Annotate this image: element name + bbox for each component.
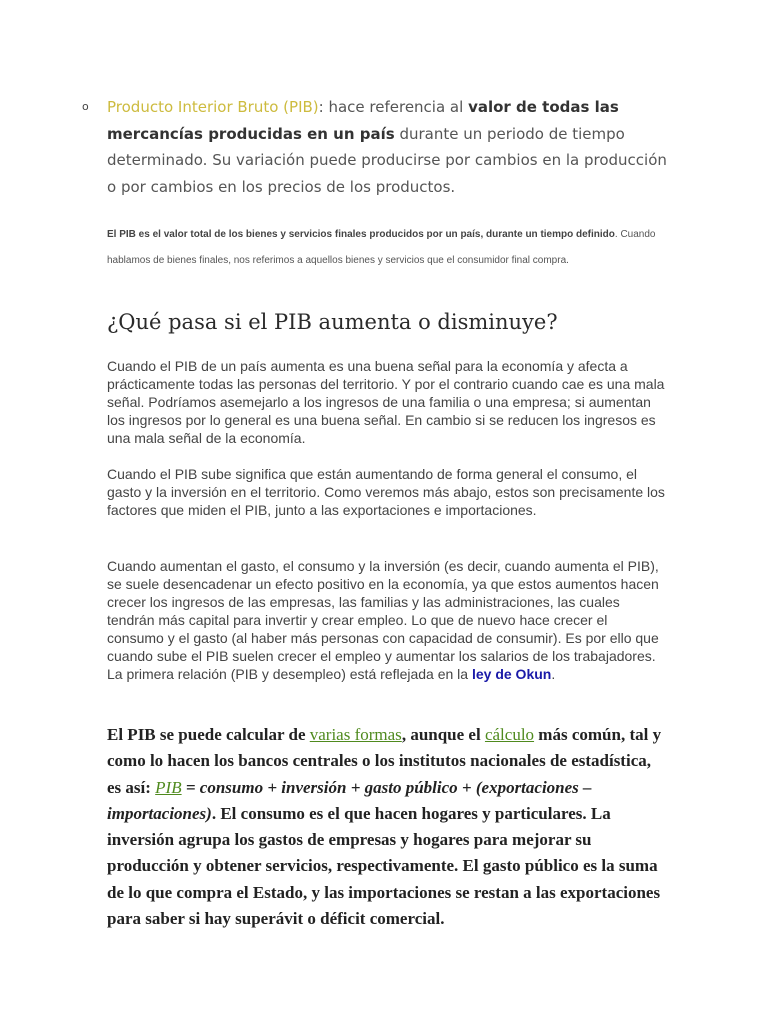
okun-law-link[interactable]: ley de Okun [471, 666, 552, 682]
paragraph-1: Cuando el PIB de un país aumenta es una buena señal para la economía y afecta a prácticamente todas las personas del territorio. Y por el contrario cuando cae es una mala señal. Podríamos asemejarlo a los ingresos de una familia o una empresa; si aumentan los ingresos por lo general es una buena señal. En cambio si se reducen los ingresos es una mala señal de la economía. [107, 358, 665, 446]
bullet-text-2: durante un periodo de tiempo determinado. Su variación puede producirse por cambios en la producción o por cambios en los precios de los productos. [107, 124, 667, 196]
paragraph-3-end: . [551, 666, 556, 682]
bullet-bold-text: valor de todas las mercancías producidas en un país [107, 98, 619, 143]
calc-text-4: . El consumo es el que hacen hogares y particulares. La inversión agrupa los gastos de empresas y hogares para mejorar su producción y obtener servicios, respectivamente. El gasto público es la suma de lo que compra el Estado, y las importaciones se restan a las exportaciones para saber si hay superávit o déficit comercial. [107, 803, 661, 929]
paragraph-3-text: Cuando aumentan el gasto, el consumo y la inversión (es decir, cuando aumenta el PIB), se suele desencadenar un efecto positivo en la economía, ya que estos aumentos hacen crecer los ingresos de las empresas, las familias y las administraciones, las cuales tendrán más capital para invertir y crear empleo. Lo que de nuevo hace crecer el consumo y el gasto (al haber más personas con capacidad de consumir). Es por ello que cuando sube el PIB suelen crecer el empleo y aumentar los salarios de los trabajadores. La primera relación (PIB y desempleo) está reflejada en la [107, 558, 659, 682]
varias-formas-link[interactable]: varias formas [309, 725, 402, 744]
bullet-text-1: : hace referencia al [318, 98, 469, 116]
section-heading: ¿Qué pasa si el PIB aumenta o disminuye? [107, 310, 558, 334]
definition-bold: El PIB es el valor total de los bienes y servicios finales producidos por un país, durante un tiempo definido [107, 229, 615, 240]
bullet-marker: o [82, 100, 89, 113]
pib-formula-link[interactable]: PIB [155, 777, 182, 797]
calc-text-2: , aunque el [401, 725, 485, 744]
calculation-paragraph [107, 722, 662, 932]
definition-rest: . Cuando hablamos de bienes finales, nos referimos a aquellos bienes y servicios que el consumidor final compra. [107, 229, 656, 266]
definition-paragraph [107, 222, 667, 274]
paragraph-2: Cuando el PIB sube significa que están aumentando de forma general el consumo, el gasto y la inversión en el territorio. Como veremos más abajo, estos son precisamente los factores que miden el PIB, junto a las exportaciones e importaciones. [107, 466, 665, 518]
calc-text-3: más común, tal y como lo hacen los bancos centrales o los institutos nacionales de estadística, es así: [107, 725, 662, 797]
calc-text-1: El PIB se puede calcular de [107, 725, 310, 744]
paragraph-3 [107, 557, 667, 683]
pib-term-link[interactable]: Producto Interior Bruto (PIB) [107, 98, 319, 116]
bullet-paragraph [107, 94, 667, 200]
calculo-link[interactable]: cálculo [484, 725, 535, 744]
pib-formula: = consumo + inversión + gasto público + (exportaciones – importaciones) [107, 777, 592, 823]
